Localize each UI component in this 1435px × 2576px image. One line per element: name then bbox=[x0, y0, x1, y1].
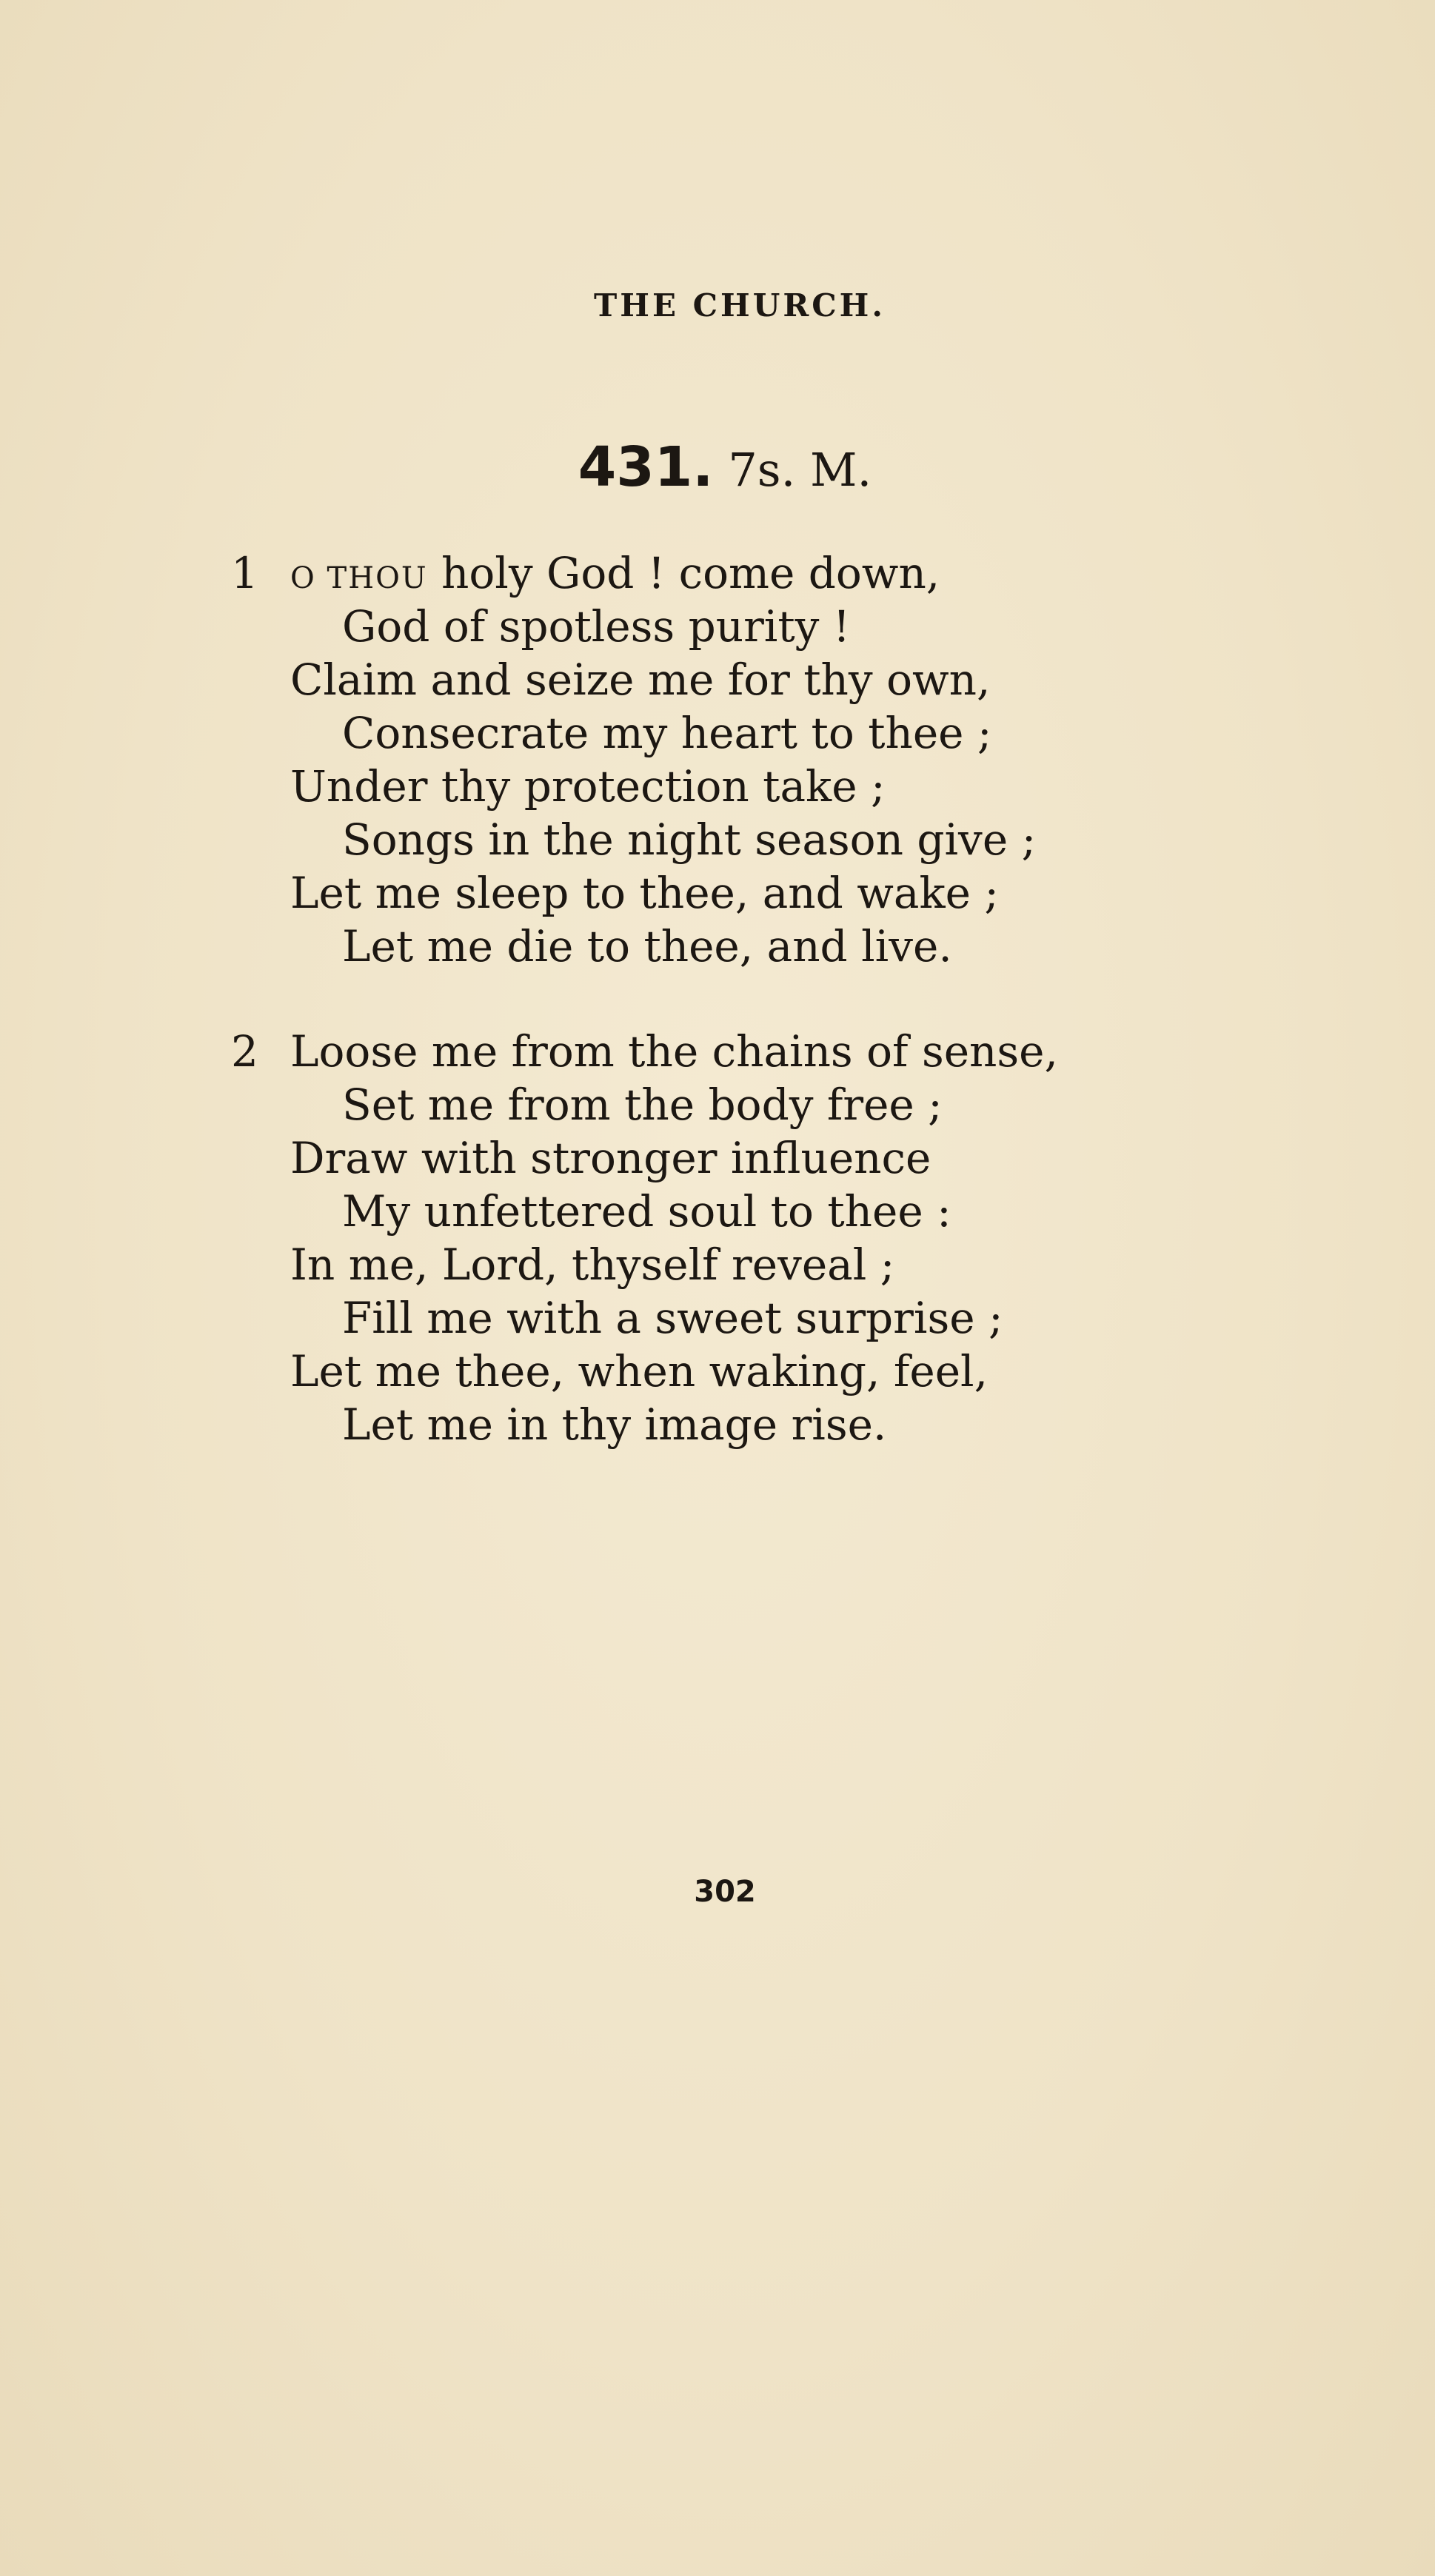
hymn-line-2: God of spotless purity ! bbox=[342, 601, 851, 652]
hymn-line-8: Let me die to thee, and live. bbox=[342, 921, 952, 971]
hymn-line-1 bbox=[290, 546, 940, 605]
small-caps-opening: O THOU bbox=[290, 561, 428, 595]
page-number: 302 bbox=[694, 1875, 756, 1909]
hymn-heading bbox=[0, 435, 1435, 499]
running-head: THE CHURCH. bbox=[594, 287, 886, 324]
hymn-meter: 7s. M. bbox=[728, 443, 872, 497]
hymn-line-4: My unfettered soul to thee : bbox=[342, 1186, 951, 1237]
first-line-rest: holy God ! come down, bbox=[427, 548, 940, 598]
hymn-line-5: In me, Lord, thyself reveal ; bbox=[290, 1240, 895, 1290]
hymn-line-5: Under thy protection take ; bbox=[290, 761, 886, 812]
hymn-line-7: Let me sleep to thee, and wake ; bbox=[290, 868, 999, 918]
hymn-line-6: Songs in the night season give ; bbox=[342, 814, 1037, 865]
hymn-line-2: Set me from the body free ; bbox=[342, 1080, 943, 1130]
hymn-line-3: Claim and seize me for thy own, bbox=[290, 655, 991, 705]
hymn-number: 431. bbox=[578, 435, 714, 499]
hymn-line-8: Let me in thy image rise. bbox=[342, 1399, 887, 1450]
hymn-line-6: Fill me with a sweet surprise ; bbox=[342, 1293, 1003, 1343]
hymn-line-4: Consecrate my heart to thee ; bbox=[342, 708, 992, 758]
stanza-number: 1 bbox=[231, 548, 258, 598]
hymn-line-7: Let me thee, when waking, feel, bbox=[290, 1346, 989, 1396]
hymn-line-3: Draw with stronger influence bbox=[290, 1133, 931, 1183]
stanza-number: 2 bbox=[231, 1026, 258, 1077]
hymn-line-1: Loose me from the chains of sense, bbox=[290, 1026, 1058, 1077]
